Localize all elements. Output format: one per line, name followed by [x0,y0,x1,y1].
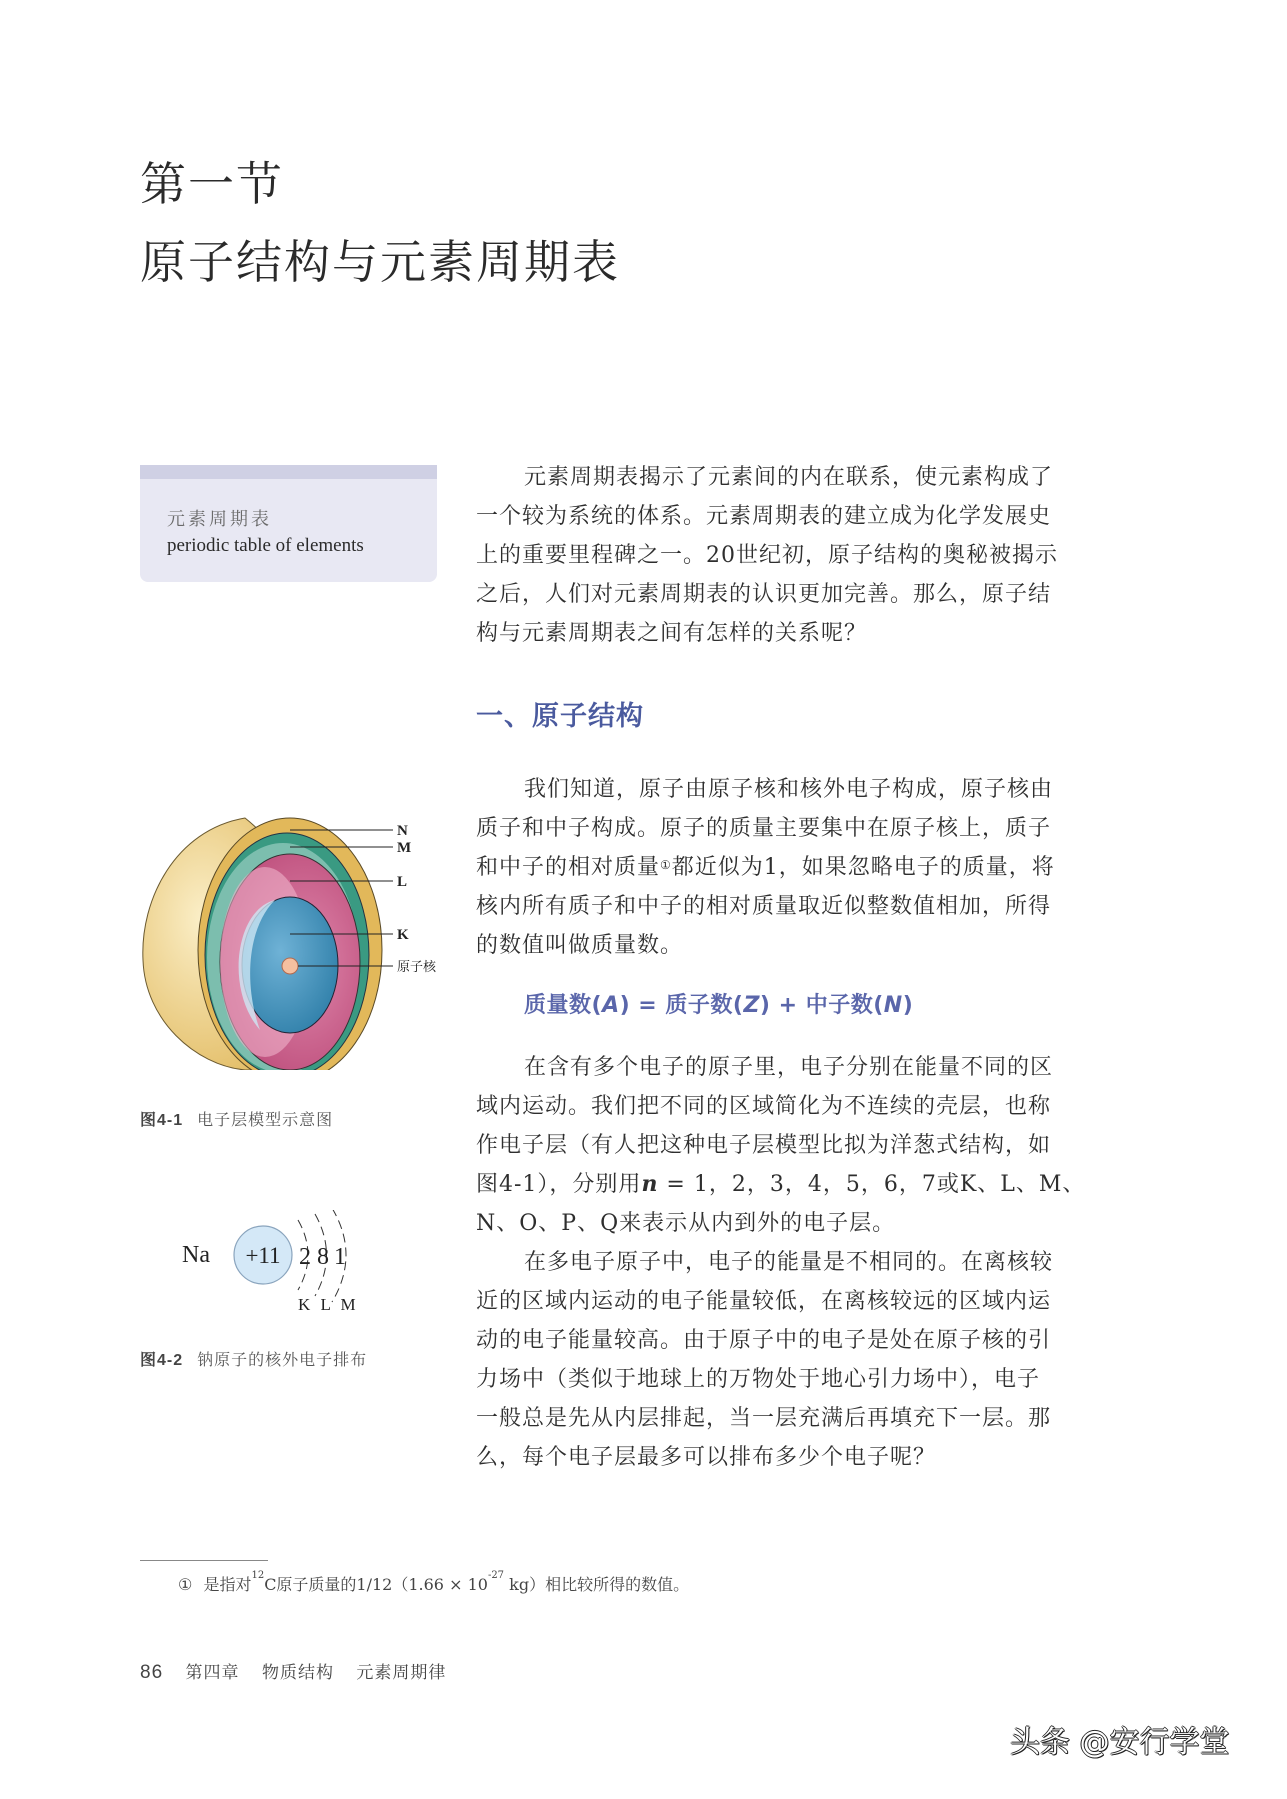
figure-sodium-electrons [170,1210,410,1320]
k-electrons: 2 [299,1244,311,1270]
intro-paragraph [476,458,1106,653]
text-line: 动的电子能量较高。由于原子中的电子是处在原子核的引 [476,1328,1052,1353]
text-line: 力场中（类似于地球上的万物处于地心引力场中），电子 [476,1367,1041,1392]
paragraph-electron-energy [476,1243,1106,1477]
label-k-shell: K [397,927,409,943]
l-electrons: 8 [317,1244,329,1270]
formula-text: ) + 中子数( [759,993,884,1018]
label-nucleus: 原子核 [397,960,437,975]
text-line: 上的重要里程碑之一。20世纪初，原子结构的奥秘被揭示 [476,543,1058,568]
text-line: 一个较为系统的体系。元素周期表的建立成为化学发展史 [476,504,1052,529]
text-line: 在含有多个电子的原子里，电子分别在能量不同的区 [524,1055,1054,1080]
caption-text: 电子层模型示意图 [197,1110,334,1129]
chapter-title-2: 元素周期律 [356,1663,447,1683]
exponent: -27 [487,1570,505,1581]
keyword-cn: 元素周期表 [167,509,272,530]
text-line: 我们知道，原子由原子核和核外电子构成，原子核由 [524,777,1054,802]
page-number: 86 [140,1662,164,1683]
variable-n: n [641,1171,659,1197]
page-title: 原子结构与元素周期表 [140,235,620,289]
caption-text: 钠原子的核外电子排布 [197,1350,368,1369]
figure-electron-shell-model [135,790,465,1070]
shell-letters: K L M [298,1295,359,1314]
formula-text: ) [902,993,914,1018]
text-fragment: 图4-1），分别用 [476,1172,642,1197]
text-line: 在多电子原子中，电子的能量是不相同的。在离核较 [524,1250,1054,1275]
sodium-diagram [170,1210,410,1320]
figure-4-1-caption [140,1107,333,1130]
element-symbol: Na [182,1242,210,1268]
text-fragment: = 1，2，3，4，5，6，7或K、L、M、 [658,1172,1086,1197]
chapter-title-1: 物质结构 [261,1663,334,1683]
text-line: N、O、P、Q来表示从内到外的电子层。 [476,1211,896,1236]
keyword-en: periodic table of elements [167,535,364,556]
caption-number: 图4-2 [140,1352,184,1369]
keyword-box [140,465,437,582]
footnote-text: C原子质量的1/12（1.66 × 10 [264,1575,488,1594]
isotope-mass: 12 [251,1570,265,1581]
watermark: 头条 @安行学堂 [1010,1725,1230,1760]
mass-number-formula [524,988,913,1019]
footnote-ref[interactable]: ① [660,858,672,872]
formula-var-n: N [883,993,903,1018]
caption-number: 图4-1 [140,1112,184,1129]
text-line: 之后，人们对元素周期表的认识更加完善。那么，原子结 [476,582,1052,607]
text-line: 质子和中子构成。原子的质量主要集中在原子核上，质子 [476,816,1052,841]
nuclear-charge: +11 [245,1243,281,1268]
text-line: 近的区域内运动的电子能量较低，在离核较远的区域内运 [476,1289,1052,1314]
text-line: 的数值叫做质量数。 [476,933,684,958]
label-n-shell: N [397,823,408,839]
shell-model-diagram [135,790,465,1070]
formula-text: ) = 质子数( [619,993,744,1018]
m-electrons: 1 [334,1244,346,1270]
figure-4-2-caption [140,1347,367,1370]
footnote-divider [140,1560,268,1561]
text-line [476,848,1106,887]
formula-text: 质量数( [524,993,603,1018]
formula-var-z: Z [743,993,760,1018]
footnote [178,1572,689,1595]
text-line: 作电子层（有人把这种电子层模型比拟为洋葱式结构，如 [476,1133,1052,1158]
footnote-text: kg）相比较所得的数值。 [504,1575,690,1594]
text-line: 么，每个电子层最多可以排布多少个电子呢？ [476,1445,937,1470]
label-l-shell: L [397,874,408,890]
chapter-label: 第四章 [185,1663,240,1683]
label-m-shell: M [397,840,412,856]
nucleus-icon [282,958,298,974]
section-number: 第一节 [140,157,284,211]
text-line: 域内运动。我们把不同的区域简化为不连续的壳层，也称 [476,1094,1052,1119]
text-fragment: 都近似为1，如果忽略电子的质量，将 [671,855,1055,880]
keyword-box-bar [140,465,437,479]
page-footer [140,1658,446,1684]
formula-var-a: A [602,993,620,1018]
text-line [476,1165,1106,1204]
section-heading: 一、原子结构 [476,701,644,732]
footnote-text: 是指对 [203,1575,252,1594]
text-line: 核内所有质子和中子的相对质量取近似整数值相加，所得 [476,894,1052,919]
paragraph-atomic-structure [476,770,1106,965]
text-line: 构与元素周期表之间有怎样的关系呢？ [476,621,868,646]
paragraph-electron-shells [476,1048,1106,1243]
text-fragment: 和中子的相对质量 [476,855,661,880]
footnote-mark: ① [178,1575,193,1594]
text-line: 一般总是先从内层排起，当一层充满后再填充下一层。那 [476,1406,1052,1431]
text-line: 元素周期表揭示了元素间的内在联系，使元素构成了 [524,465,1054,490]
